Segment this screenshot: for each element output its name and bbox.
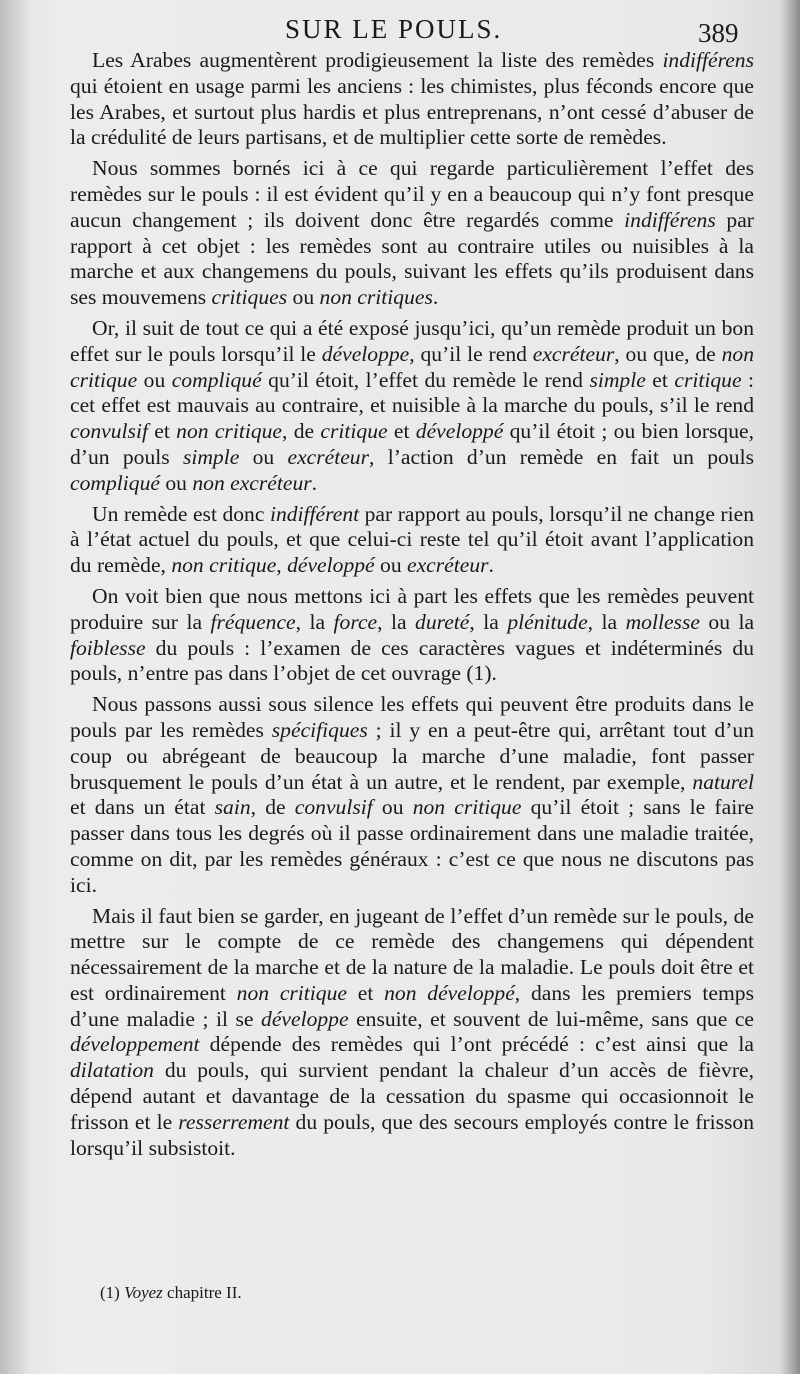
- italic-term: non critique: [412, 795, 522, 820]
- text-run: du pouls, que des secours employés contre le frisson lorsqu’il subsistoit.: [70, 1109, 754, 1160]
- italic-term: non excréteur: [192, 470, 312, 495]
- paragraph: [70, 316, 754, 497]
- text-run: du pouls, qui survient pendant la chaleur d’un accès de fièvre, dépend autant et davantage de la cessation du spasme qui occasionnoit le frisson et le: [70, 1058, 754, 1134]
- text-run: Un remède est donc: [92, 501, 270, 526]
- text-run: .: [432, 285, 439, 310]
- italic-term: simple: [589, 367, 646, 392]
- italic-term: mollesse: [625, 609, 700, 634]
- italic-term: critique: [674, 367, 742, 392]
- paragraph: [70, 502, 754, 579]
- text-run: , dans les premiers temps d’une maladie ; il se: [70, 980, 754, 1031]
- italic-term: développé: [287, 553, 375, 578]
- italic-term: non critiques: [319, 285, 433, 310]
- paragraph: [70, 48, 754, 151]
- italic-term: spécifiques: [271, 717, 368, 742]
- text-run: : cet effet est mauvais au contraire, et nuisible à la marche du pouls, s’il le rend: [70, 367, 755, 418]
- text-run: ou: [137, 367, 172, 392]
- italic-term: fréquence: [210, 609, 296, 634]
- text-run: et: [645, 367, 675, 392]
- text-run: ,: [276, 553, 288, 578]
- text-run: , la: [587, 609, 626, 634]
- text-run: Les Arabes augmentèrent prodigieusement la liste des remèdes: [92, 48, 663, 72]
- italic-term: indifférent: [269, 501, 360, 526]
- italic-term: convulsif: [294, 795, 373, 820]
- page-number: 389: [698, 18, 739, 48]
- italic-term: foiblesse: [70, 635, 146, 660]
- italic-term: dilatation: [70, 1058, 154, 1083]
- text-run: ou: [239, 444, 288, 469]
- text-run: qu’il étoit ; ou bien lorsque, d’un pouls: [70, 419, 754, 469]
- italic-term: excréteur: [532, 341, 615, 366]
- text-run: , la: [295, 609, 334, 634]
- text-run: qui étoient en usage parmi les anciens : les chimistes, plus féconds encore que les Arabes, et surtout plus hardis et plus entreprenans, n’ont cessé d’abuser de la crédulité de leurs partisans, et de multiplier cette sorte de remèdes.: [70, 73, 754, 150]
- italic-term: développement: [70, 1032, 200, 1057]
- italic-term: resserrement: [178, 1109, 290, 1134]
- text-run: ou: [159, 470, 193, 495]
- text-run: ensuite, et souvent de lui-même, sans que ce: [348, 1006, 754, 1031]
- text-run: Nous sommes bornés ici à ce qui regarde particulièrement l’effet des remèdes sur le pouls : il est évident qu’il y en a beaucoup qui n’y font presque aucun changement ; ils doivent donc être regardés comme: [70, 156, 754, 232]
- italic-term: naturel: [692, 769, 754, 794]
- text-run: Or, il suit de tout ce qui a été exposé jusqu’ici, qu’un remède produit un bon effet sur le pouls lorsqu’il le: [70, 315, 754, 366]
- paragraph: [70, 692, 754, 898]
- italic-term: non critique: [70, 341, 754, 392]
- italic-term: développe: [321, 341, 410, 366]
- italic-term: non critique: [236, 980, 347, 1005]
- text-run: Nous passons aussi sous silence les effets qui peuvent être produits dans le pouls par les remèdes: [70, 692, 754, 742]
- text-run: et: [387, 419, 416, 444]
- paragraph: [70, 904, 754, 1162]
- text-run: , la: [377, 609, 416, 634]
- text-run: par rapport au pouls, lorsqu’il ne change rien à l’état actuel du pouls, et que celui-ci reste tel qu’il étoit avant l’application du remède,: [70, 501, 755, 578]
- italic-term: dureté: [415, 609, 470, 634]
- text-run: .: [311, 470, 318, 495]
- text-run: qu’il étoit ; sans le faire passer dans tous les degrés où il passe ordinairement dans une maladie traitée, comme on dit, par les remèdes généraux : c’est ce que nous ne discutons pas ici.: [70, 795, 754, 897]
- italic-term: convulsif: [70, 419, 148, 444]
- text-run: et: [147, 419, 177, 444]
- text-run: , qu’il le rend: [409, 341, 533, 366]
- text-run: et dans un état: [70, 795, 215, 820]
- italic-term: excréteur: [287, 444, 370, 469]
- text-run: , l’action d’un remède en fait un pouls: [369, 444, 754, 469]
- text-run: ou la: [699, 609, 755, 634]
- running-title: SUR LE POULS.: [285, 14, 503, 44]
- text-run: , de: [250, 795, 295, 820]
- text-run: dépende des remèdes qui l’ont précédé : c’est ainsi que la: [199, 1032, 754, 1057]
- italic-term: indifférens: [662, 48, 754, 72]
- paragraph: [70, 584, 754, 687]
- footnote-mark: (1): [100, 1283, 125, 1302]
- text-run: , ou que, de: [614, 341, 722, 366]
- italic-term: non développé: [384, 980, 515, 1005]
- text-run: ou: [287, 285, 320, 310]
- text-run: par rapport à cet objet : les remèdes sont au contraire utiles ou nuisibles à la marche et aux changemens du pouls, suivant les effets qu’ils produisent dans ses mouvemens: [70, 207, 754, 310]
- text-run: , la: [469, 609, 508, 634]
- italic-term: compliqué: [171, 367, 262, 392]
- text-run: .: [488, 553, 494, 578]
- italic-term: non critique: [171, 553, 277, 578]
- italic-term: non critique: [176, 419, 283, 444]
- italic-term: compliqué: [70, 470, 160, 495]
- text-run: du pouls : l’examen de ces caractères vagues et indéterminés du pouls, n’entre pas dans l’objet de cet ouvrage (1).: [70, 635, 754, 686]
- italic-term: critiques: [211, 285, 288, 310]
- italic-term: excréteur: [407, 553, 489, 578]
- text-run: , de: [282, 419, 321, 444]
- body-text: [70, 48, 754, 1166]
- paragraph: [70, 156, 754, 311]
- italic-term: force: [333, 609, 378, 634]
- page-header: [0, 8, 800, 48]
- italic-term: développe: [261, 1006, 349, 1031]
- footnote-voyez: Voyez: [124, 1283, 163, 1302]
- footnote-rest: chapitre II.: [162, 1283, 242, 1302]
- italic-term: indifférens: [624, 207, 716, 232]
- italic-term: simple: [182, 444, 240, 469]
- text-run: ; il y en a peut-être qui, arrêtant tout d’un coup ou abrégeant de beaucoup la marche d’une maladie, font passer brusquement le pouls d’un état à un autre, et le rendent, par exemple,: [70, 717, 755, 794]
- italic-term: sain: [214, 795, 251, 820]
- italic-term: critique: [320, 419, 388, 444]
- text-run: Mais il faut bien se garder, en jugeant de l’effet d’un remède sur le pouls, de mettre sur le compte de ce remède des changemens qui dépendent nécessairement de la marche et de la nature de la maladie. Le pouls doit être et est ordinairement: [70, 903, 754, 1005]
- text-run: qu’il étoit, l’effet du remède le rend: [261, 367, 590, 392]
- text-run: On voit bien que nous mettons ici à part les effets que les remèdes peuvent produire sur la: [70, 583, 754, 634]
- italic-term: développé: [415, 419, 504, 444]
- text-run: ou: [372, 795, 413, 820]
- text-run: et: [346, 980, 385, 1005]
- footnote: [100, 1283, 242, 1303]
- italic-term: plénitude: [507, 609, 588, 634]
- text-run: ou: [374, 553, 408, 578]
